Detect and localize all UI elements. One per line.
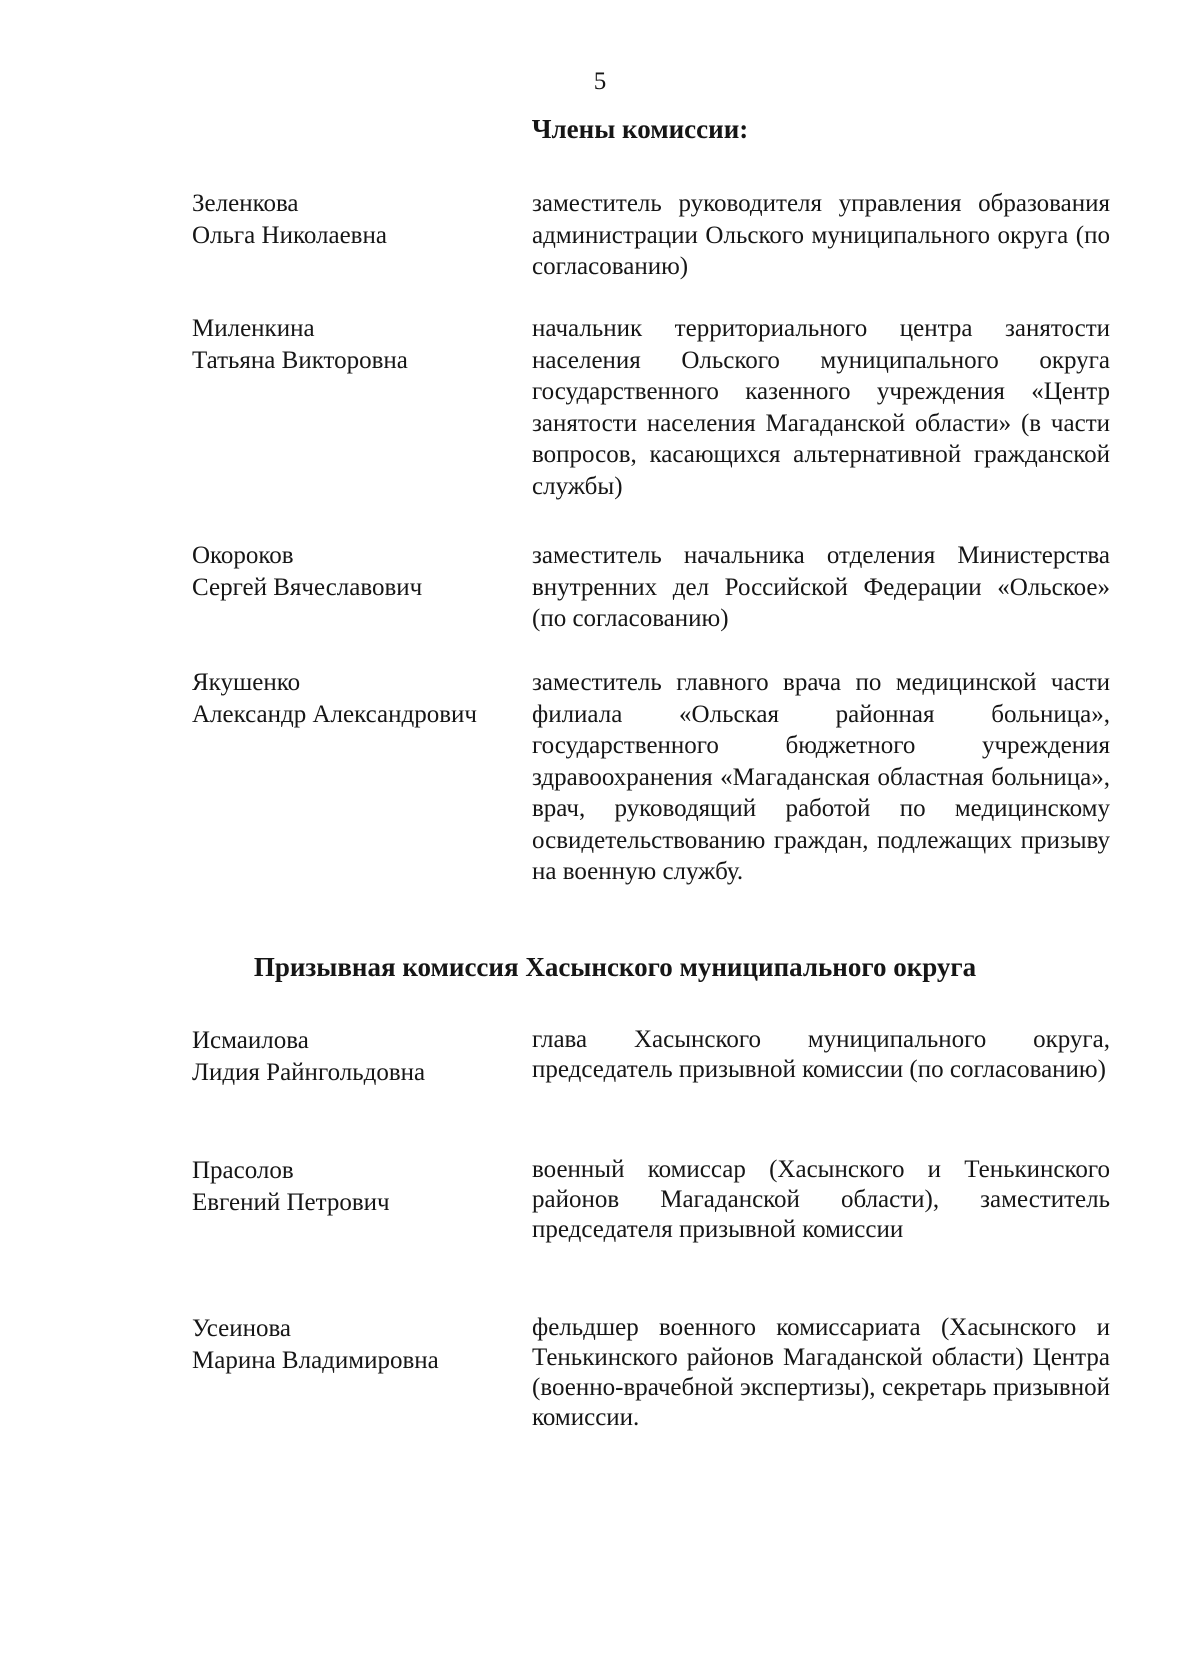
member-name <box>192 1155 522 1219</box>
member-name <box>192 188 522 252</box>
member-given-names: Марина Владимировна <box>192 1347 439 1374</box>
members-heading: Члены комиссии: <box>531 114 749 144</box>
khasyn-commission-heading: Призывная комиссия Хасынского муниципального округа <box>253 952 977 982</box>
member-role: военный комиссар (Хасынского и Тенькинского районов Магаданской области), заместитель председателя призывной комиссии <box>532 1156 1110 1243</box>
member-given-names: Александр Александрович <box>192 701 477 728</box>
member-surname: Окороков <box>192 542 294 569</box>
member-given-names: Лидия Райнгольдовна <box>192 1059 426 1086</box>
member-given-names: Сергей Вячеславович <box>192 574 423 601</box>
member-name <box>192 540 522 604</box>
member-role: начальник территориального центра занятости населения Ольского муниципального округа государственного казенного учреждения «Центр занятости населения Магаданской области» (в части вопросов, касающихся альтернативной гражданской службы) <box>532 315 1110 500</box>
member-surname: Усеинова <box>192 1315 292 1342</box>
member-surname: Зеленкова <box>192 190 299 217</box>
member-surname: Исмаилова <box>192 1027 309 1054</box>
member-given-names: Ольга Николаевна <box>192 222 387 249</box>
member-name <box>192 1025 522 1089</box>
member-role: заместитель начальника отделения Министерства внутренних дел Российской Федерации «Ольское» (по согласованию) <box>532 542 1110 632</box>
member-given-names: Татьяна Викторовна <box>192 347 408 374</box>
member-surname: Миленкина <box>192 315 315 342</box>
member-surname: Якушенко <box>192 669 301 696</box>
member-role: фельдшер военного комиссариата (Хасынского и Тенькинского районов Магаданской области) Центра (военно-врачебной экспертизы), секретарь призывной комиссии. <box>532 1314 1110 1431</box>
member-role: заместитель главного врача по медицинской части филиала «Ольская районная больница», государственного бюджетного учреждения здравоохранения «Магаданская областная больница», врач, руководящий работой по медицинскому освидетельствованию граждан, подлежащих призыву на военную службу. <box>532 669 1110 885</box>
member-name <box>192 313 522 377</box>
member-name <box>192 667 522 731</box>
member-name <box>192 1313 522 1377</box>
member-given-names: Евгений Петрович <box>192 1189 390 1216</box>
page-number: 5 <box>593 68 607 95</box>
member-role: заместитель руководителя управления образования администрации Ольского муниципального округа (по согласованию) <box>532 190 1110 280</box>
member-role: глава Хасынского муниципального округа, председатель призывной комиссии (по согласованию) <box>532 1026 1110 1083</box>
member-surname: Прасолов <box>192 1157 294 1184</box>
